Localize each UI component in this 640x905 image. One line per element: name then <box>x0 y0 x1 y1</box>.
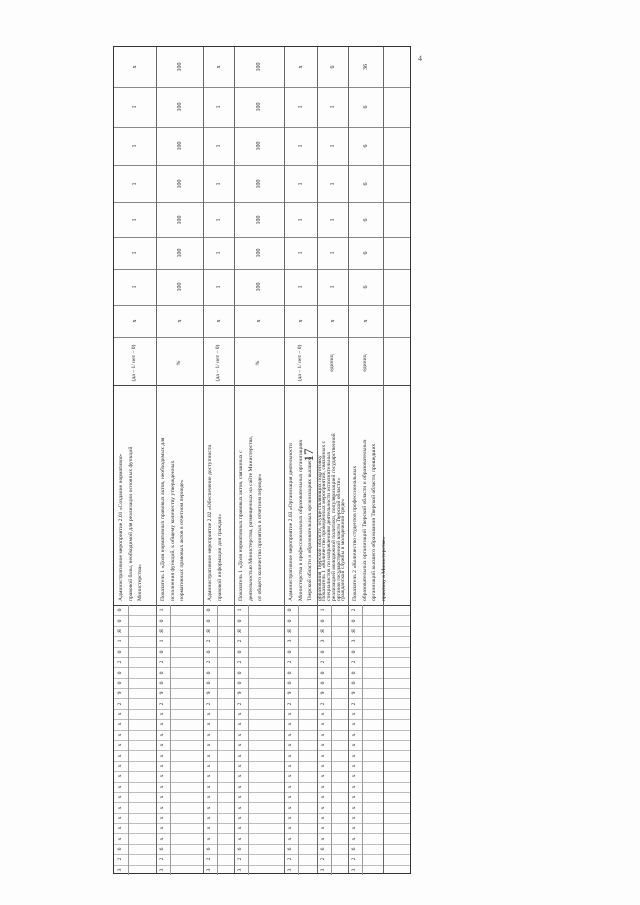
description-line: Административное мероприятие 2.02 «Обеспечение доступности <box>207 444 213 601</box>
document-page: 17 4 3 2 6 x x x x x x x x x x x x x 2 9 0 0 2 0 1 Я 0 0 Административное мероприятие 2.01 «Создание нормативно- правовой базы, необходимой для реализации основных функций Министерства» (да – 1/ нет – 0) x 1 1 1 1 1 1 x 3 2 6 x x x x x x x x x x x x x 2 9 0 0 2 0 1 Я 0 1 Показатель 1 «Доля нормативных правовых актов, необходимых для исполнения функций, к общему количеству утвержденных нормативных правовых актов в отчетном периоде» % x 100 100 100 100 100 100 100 3 2 6 x x x x x x x x x x x x x 2 9 0 0 2 0 2 Я 0 0 Административное мероприятие 2.02 «Обеспечение доступности правовой информации для граждан» (да – 1/ нет – 0) x 1 1 1 1 1 1 x 3 2 6 x x x x x x x x x x x x x 2 9 0 0 2 0 2 Я 0 1 Показатель 1 «Доля нормативных правовых актов, связанных с деятельностью Министерства, размещенных на сайте Министерства, от общего количества принятых в отчетном периоде» % x 100 100 100 100 100 100 100 3 2 6 x x x x x x x x x x x x x 2 9 0 0 2 0 3 Я 0 0 Административное мероприятие 2.03 «Организация деятельности Министерства в профессиональных образовательных организациях Тверской области и образовательных организациях высшего образования Тверской области, осуществляющих подготовку специалистов по направлениям деятельности исполнительных органов государственной власти Тверской области» (да – 1/ нет – 0) x 1 1 1 1 1 1 x 3 2 6 x x x x x x x x x x x x x 2 9 0 0 2 0 3 Я 0 1 Показатель 1 «Количество проведенных мероприятий, связанных с реализацией молодежной политики, популяризацией государственной гражданской службы в молодежной среде» единиц x 1 1 1 1 1 1 6 3 2 6 x x x x x x x x x x x x x 2 9 0 0 2 0 3 Я 0 2 Показатель 2 «Количество студентов профессиональных образовательных организаций Тверской области и образовательных организаций высшего образования Тверской области, прошедших практику в Министерстве» единиц x 6 6 6 6 6 6 36 <box>0 0 640 905</box>
description-line: образования Тверской области, осуществляющих подготовку <box>316 455 323 601</box>
description-line: Тверской области и образовательных организациях высшего <box>307 456 314 601</box>
description-line: Административное мероприятие 2.03 «Организация деятельности <box>288 443 294 601</box>
description-line: реализацией молодежной политики, популяризацией государственной <box>330 433 337 601</box>
description-line: нормативных правовых актов в отчетном периоде» <box>179 479 186 601</box>
description-line: Министерства в профессиональных образовательных организациях <box>297 439 304 601</box>
description-line: правовой информации для граждан» <box>216 513 223 601</box>
description-line: практику в Министерстве» <box>380 536 387 601</box>
corner-mark: 4 <box>418 54 422 63</box>
description-line: организаций высшего образования Тверской области, прошедших <box>371 443 378 601</box>
description-line: правовой базы, необходимой для реализации основных функций <box>127 446 134 601</box>
description-line: исполнения функций, к общему количеству утвержденных <box>169 460 176 601</box>
description-line: от общего количества принятых в отчетном периоде» <box>257 473 264 601</box>
description-line: Показатель 1 «Доля нормативных правовых актов, необходимых для <box>160 437 166 601</box>
description-line: деятельностью Министерства, размещенных на сайте Министерства, <box>247 435 254 601</box>
description-line: Показатель 1 «Количество проведенных мероприятий, связанных с <box>321 440 327 601</box>
description-line: гражданской службы в молодежной среде» <box>340 498 347 601</box>
description-line: образовательных организаций Тверской области и образовательных <box>361 439 368 601</box>
description-line: Показатель 1 «Доля нормативных правовых актов, связанных с <box>238 450 244 601</box>
description-line: специалистов по направлениям деятельности исполнительных <box>326 451 333 601</box>
description-line: Показатель 2 «Количество студентов профессиональных <box>352 465 358 601</box>
program-table: 3 2 6 x x x x x x x x x x x x x 2 9 0 0 2 0 1 Я 0 0 Административное мероприятие 2.01 «Создание нормативно- правовой базы, необходимой для реализации основных функций Министерства» (да – 1/ нет – 0) x 1 1 1 1 1 1 x 3 2 6 x x x x x x x x x x x x x 2 9 0 0 2 0 1 Я 0 1 Показатель 1 «Доля нормативных правовых актов, необходимых для исполнения функций, к общему количеству утвержденных нормативных правовых актов в отчетном периоде» % x 100 100 100 100 100 100 100 3 2 6 x x x x x x x x x x x x x 2 9 0 0 2 0 2 Я 0 0 Административное мероприятие 2.02 «Обеспечение доступности правовой информации для граждан» (да – 1/ нет – 0) x 1 1 1 1 1 1 x 3 2 6 x x x x x x x x x x x x x 2 9 0 0 2 0 2 Я 0 1 Показатель 1 «Доля нормативных правовых актов, связанных с деятельностью Министерства, размещенных на сайте Министерства, от общего количества принятых в отчетном периоде» % x 100 100 100 100 100 100 100 3 2 6 x x x x x x x x x x x x x 2 9 0 0 2 0 3 Я 0 0 Административное мероприятие 2.03 «Организация деятельности Министерства в профессиональных образовательных организациях Тверской области и образовательных организациях высшего образования Тверской области, осуществляющих подготовку специалистов по направлениям деятельности исполнительных органов государственной власти Тверской области» (да – 1/ нет – 0) x 1 1 1 1 1 1 x 3 2 6 x x x x x x x x x x x x x 2 9 0 0 2 0 3 Я 0 1 Показатель 1 «Количество проведенных мероприятий, связанных с реализацией молодежной политики, популяризацией государственной гражданской службы в молодежной среде» единиц x 1 1 1 1 1 1 6 3 2 6 x x x x x x x x x x x x x 2 9 0 0 2 0 3 Я 0 2 Показатель 2 «Количество студентов профессиональных образовательных организаций Тверской области и образовательных организаций высшего образования Тверской области, прошедших практику в Министерстве» единиц x 6 6 6 6 6 6 36 <box>113 46 411 874</box>
description-line: органов государственной власти Тверской области» <box>335 477 342 601</box>
description-line: Административное мероприятие 2.01 «Создание нормативно- <box>118 453 124 601</box>
description-line: Министерства» <box>137 564 144 601</box>
